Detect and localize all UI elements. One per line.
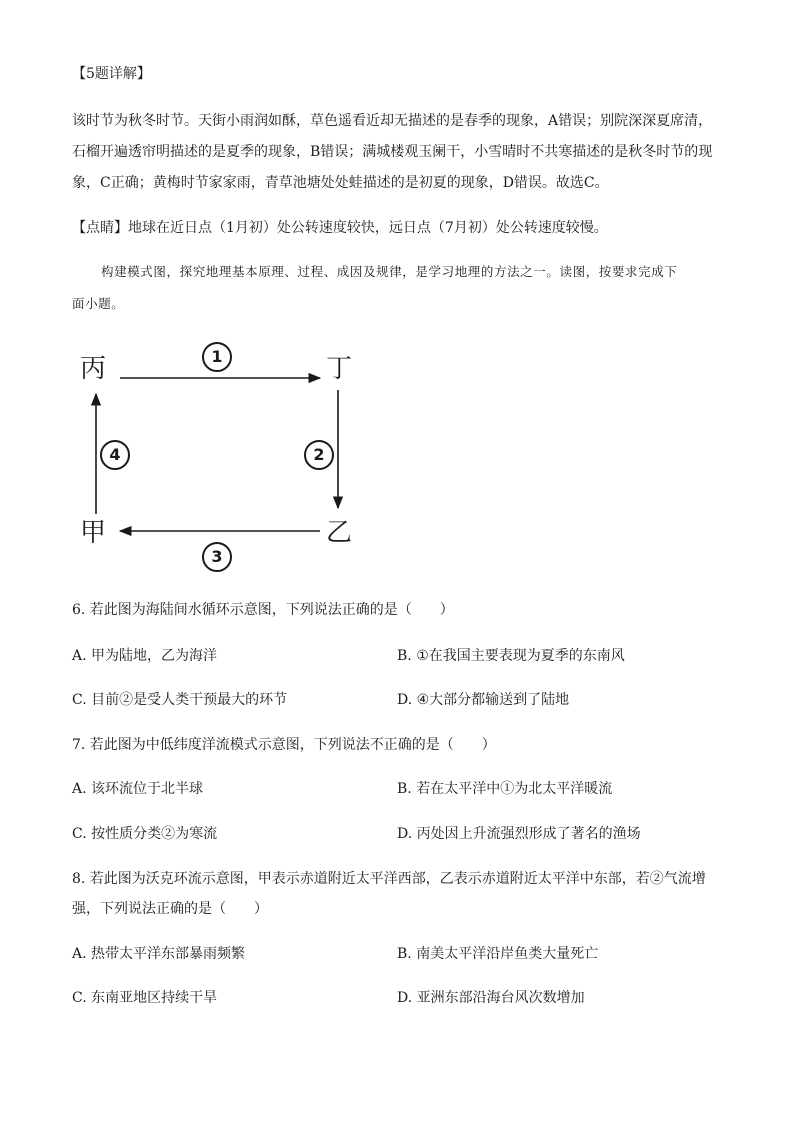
analysis-heading: 【5题详解】 [72,66,151,82]
intro-line-1: 构建模式图，探究地理基本原理、过程、成因及规律，是学习地理的方法之一。读图，按要求完成下 [101,264,678,279]
node-jia: 甲 [80,518,107,548]
analysis-line-3: 象，C正确；黄梅时节家家雨，青草池塘处处蛙描述的是初夏的现象，D错误。故选C。 [72,175,609,191]
analysis-tip: 【点睛】地球在近日点（1月初）处公转速度较快，远日点（7月初）处公转速度较慢。 [72,220,608,236]
label-circle-1: 1 [202,342,232,372]
question-8-option-c[interactable]: C. 东南亚地区持续干旱 [72,990,218,1006]
question-8-stem-line-2: 强，下列说法正确的是（ ） [72,901,268,917]
question-7-option-a[interactable]: A. 该环流位于北半球 [72,781,204,797]
intro-line-2: 面小题。 [72,296,125,311]
question-8-option-d[interactable]: D. 亚洲东部沿海台风次数增加 [397,990,585,1006]
analysis-line-1: 该时节为秋冬时节。天街小雨润如酥，草色遥看近却无描述的是春季的现象，A错误；别院深深夏席清， [72,113,713,129]
question-7-stem: 7. 若此图为中低纬度洋流模式示意图，下列说法不正确的是（ ） [72,737,496,753]
question-8-option-a[interactable]: A. 热带太平洋东部暴雨频繁 [72,946,246,962]
node-yi: 乙 [326,518,353,548]
question-8-stem-line-1: 8. 若此图为沃克环流示意图，甲表示赤道附近太平洋西部，乙表示赤道附近太平洋中东部，若②气流增 [72,871,706,887]
question-6-option-b[interactable]: B. ①在我国主要表现为夏季的东南风 [397,648,625,664]
label-circle-3: 3 [202,542,232,572]
question-7-option-c[interactable]: C. 按性质分类②为寒流 [72,826,218,842]
label-circle-4: 4 [100,440,130,470]
question-7-option-d[interactable]: D. 丙处因上升流强烈形成了著名的渔场 [397,826,641,842]
question-6-option-d[interactable]: D. ④大部分都输送到了陆地 [397,692,570,708]
question-7-option-b[interactable]: B. 若在太平洋中①为北太平洋暖流 [397,781,613,797]
cycle-diagram [72,340,372,580]
question-8-option-b[interactable]: B. 南美太平洋沿岸鱼类大量死亡 [397,946,599,962]
label-circle-2: 2 [304,440,334,470]
question-6-option-c[interactable]: C. 目前②是受人类干预最大的环节 [72,692,288,708]
node-bing: 丙 [80,354,107,384]
node-ding: 丁 [326,354,353,384]
question-6-option-a[interactable]: A. 甲为陆地，乙为海洋 [72,648,218,664]
analysis-line-2: 石榴开遍透帘明描述的是夏季的现象，B错误；满城楼观玉阑干，小雪晴时不共寒描述的是秋冬时节的现 [72,144,713,160]
question-6-stem: 6. 若此图为海陆间水循环示意图，下列说法正确的是（ ） [72,602,454,618]
